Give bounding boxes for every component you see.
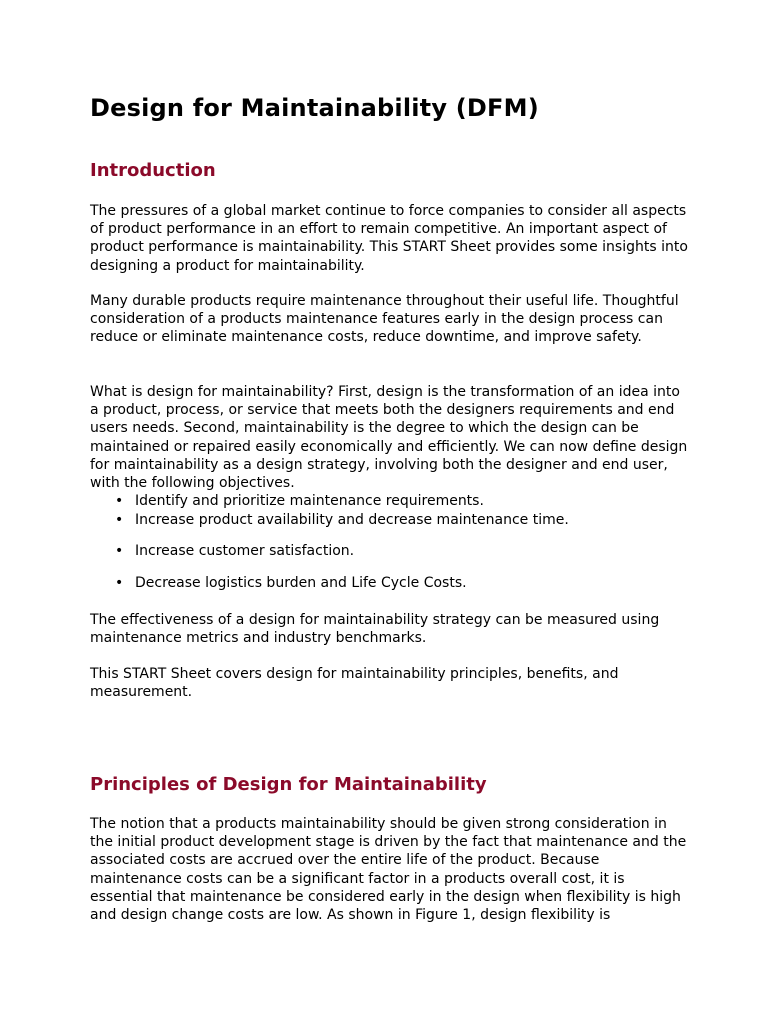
objective-text: Increase product availability and decrease maintenance time.	[135, 512, 569, 529]
section-heading-principles: Principles of Design for Maintainability	[90, 774, 487, 795]
principles-paragraph-1: The notion that a products maintainability should be given strong consideration in the initial product development stage is driven by the fact that maintenance and the associated costs are accrued over the entire life of the product. Because maintenance costs can be a significant factor in a products overall cost, it is essential that maintenance be considered early in the design when flexibility is high and design change costs are low. As shown in Figure 1, design flexibility is	[90, 816, 687, 924]
objective-text: Increase customer satisfaction.	[135, 543, 355, 560]
bullet-glyph: •	[115, 574, 124, 591]
intro-paragraph-2: Many durable products require maintenance throughout their useful life. Thoughtful consideration of a products maintenance features early in the design process can reduce or eliminate maintenance costs, reduce downtime, and improve safety.	[90, 293, 679, 346]
objective-text: Decrease logistics burden and Life Cycle Costs.	[135, 574, 467, 591]
intro-closing-paragraph-1: The effectiveness of a design for maintainability strategy can be measured using maintenance metrics and industry benchmarks.	[90, 612, 660, 647]
intro-closing-paragraph-2: This START Sheet covers design for maintainability principles, benefits, and measurement.	[90, 666, 619, 701]
bullet-glyph: •	[115, 543, 124, 560]
list-item	[90, 542, 690, 560]
bullet-glyph: •	[115, 512, 124, 529]
objectives-list	[90, 492, 690, 592]
list-item	[90, 574, 690, 592]
document-title: Design for Maintainability (DFM)	[90, 94, 539, 122]
section-heading-introduction: Introduction	[90, 160, 216, 181]
list-item	[90, 492, 690, 510]
bullet-glyph: •	[115, 493, 124, 509]
objective-text: Identify and prioritize maintenance requirements.	[135, 493, 484, 509]
intro-paragraph-3: What is design for maintainability? First, design is the transformation of an idea into a product, process, or service that meets both the designers requirements and end users needs. Second, maintainability is the degree to which the design can be maintained or repaired easily economically and efficiently. We can now define design for maintainability as a design strategy, involving both the designer and end user, with the following objectives.	[90, 384, 688, 492]
intro-paragraph-1: The pressures of a global market continue to force companies to consider all aspects of product performance in an effort to remain competitive. An important aspect of product performance is maintainability. This START Sheet provides some insights into designing a product for maintainability.	[90, 203, 688, 274]
list-item	[90, 511, 690, 529]
